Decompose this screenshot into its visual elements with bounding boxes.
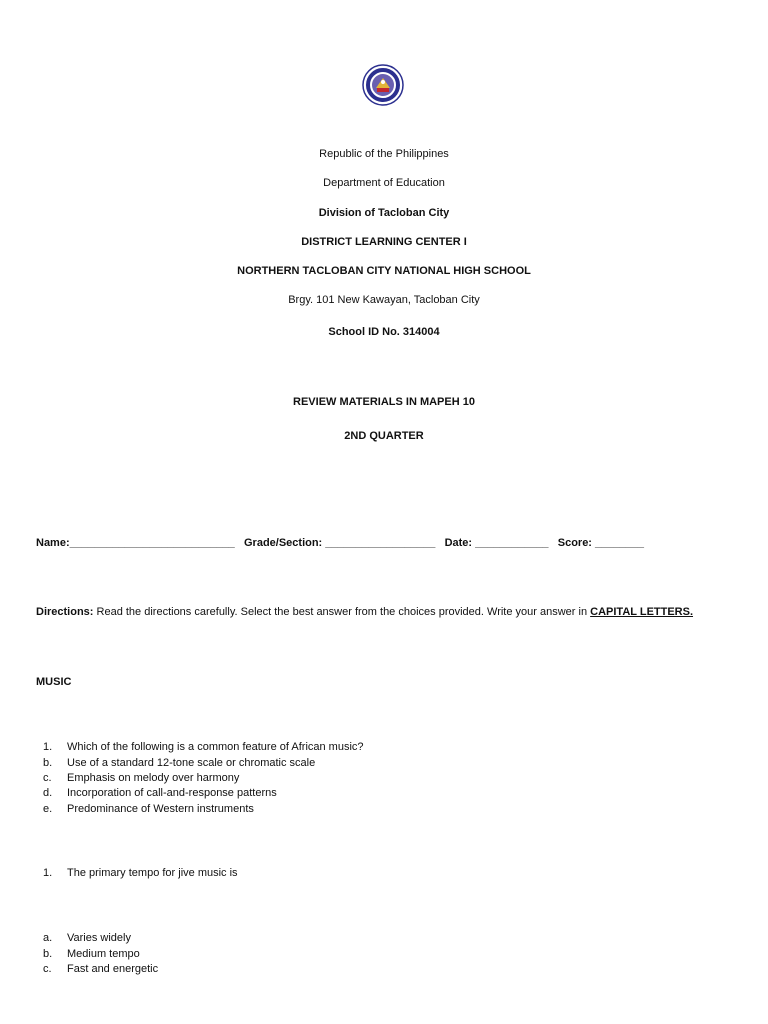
directions-label: Directions: <box>36 606 94 618</box>
choice-letter: a. <box>43 932 53 944</box>
choice-text: Incorporation of call-and-response patterns <box>67 787 277 799</box>
choice-text: Use of a standard 12-tone scale or chromatic scale <box>67 757 316 769</box>
choice-letter: d. <box>43 787 53 799</box>
choice-letter: e. <box>43 803 53 815</box>
score-field: Score: ________ <box>557 537 644 549</box>
choice-text: Varies widely <box>67 932 131 944</box>
q2-choice-a <box>43 932 131 944</box>
date-field: Date: ____________ <box>444 537 549 549</box>
question-number: 1. <box>43 867 53 879</box>
question-text: Which of the following is a common feature of African music? <box>67 741 364 753</box>
student-info-line <box>36 537 644 549</box>
question-2 <box>43 867 238 879</box>
q2-choice-c <box>43 963 158 975</box>
choice-text: Medium tempo <box>67 948 140 960</box>
q1-choice-e <box>43 803 254 815</box>
deped-seal-logo <box>358 64 408 106</box>
q1-choice-b <box>43 757 315 769</box>
section-heading: MUSIC <box>36 676 72 688</box>
q1-choice-c <box>43 772 239 784</box>
header-department: Department of Education <box>323 177 445 189</box>
question-1 <box>43 741 364 753</box>
directions-emphasis: CAPITAL LETTERS. <box>590 606 694 618</box>
document-quarter: 2ND QUARTER <box>344 430 424 442</box>
document-title: REVIEW MATERIALS IN MAPEH 10 <box>293 396 475 408</box>
header-division: Division of Tacloban City <box>318 207 450 219</box>
question-number: 1. <box>43 741 53 753</box>
choice-text: Predominance of Western instruments <box>67 803 254 815</box>
q1-choice-d <box>43 787 277 799</box>
q2-choice-b <box>43 948 140 960</box>
header-school: NORTHERN TACLOBAN CITY NATIONAL HIGH SCHOOL <box>237 265 531 277</box>
grade-section-field: Grade/Section: __________________ <box>243 537 436 549</box>
directions-text: Read the directions carefully. Select the best answer from the choices provided. Write your answer in <box>93 606 591 618</box>
header-district: DISTRICT LEARNING CENTER I <box>301 236 467 248</box>
choice-letter: b. <box>43 948 53 960</box>
choice-letter: c. <box>43 772 52 784</box>
choice-text: Emphasis on melody over harmony <box>67 772 240 784</box>
header-school-id: School ID No. 314004 <box>328 326 440 338</box>
header-republic: Republic of the Philippines <box>319 148 449 160</box>
header-address: Brgy. 101 New Kawayan, Tacloban City <box>288 294 480 306</box>
choice-text: Fast and energetic <box>67 963 159 975</box>
name-field: Name:___________________________ <box>36 537 235 549</box>
choice-letter: c. <box>43 963 52 975</box>
question-text: The primary tempo for jive music is <box>67 867 238 879</box>
choice-letter: b. <box>43 757 53 769</box>
directions <box>36 606 693 618</box>
